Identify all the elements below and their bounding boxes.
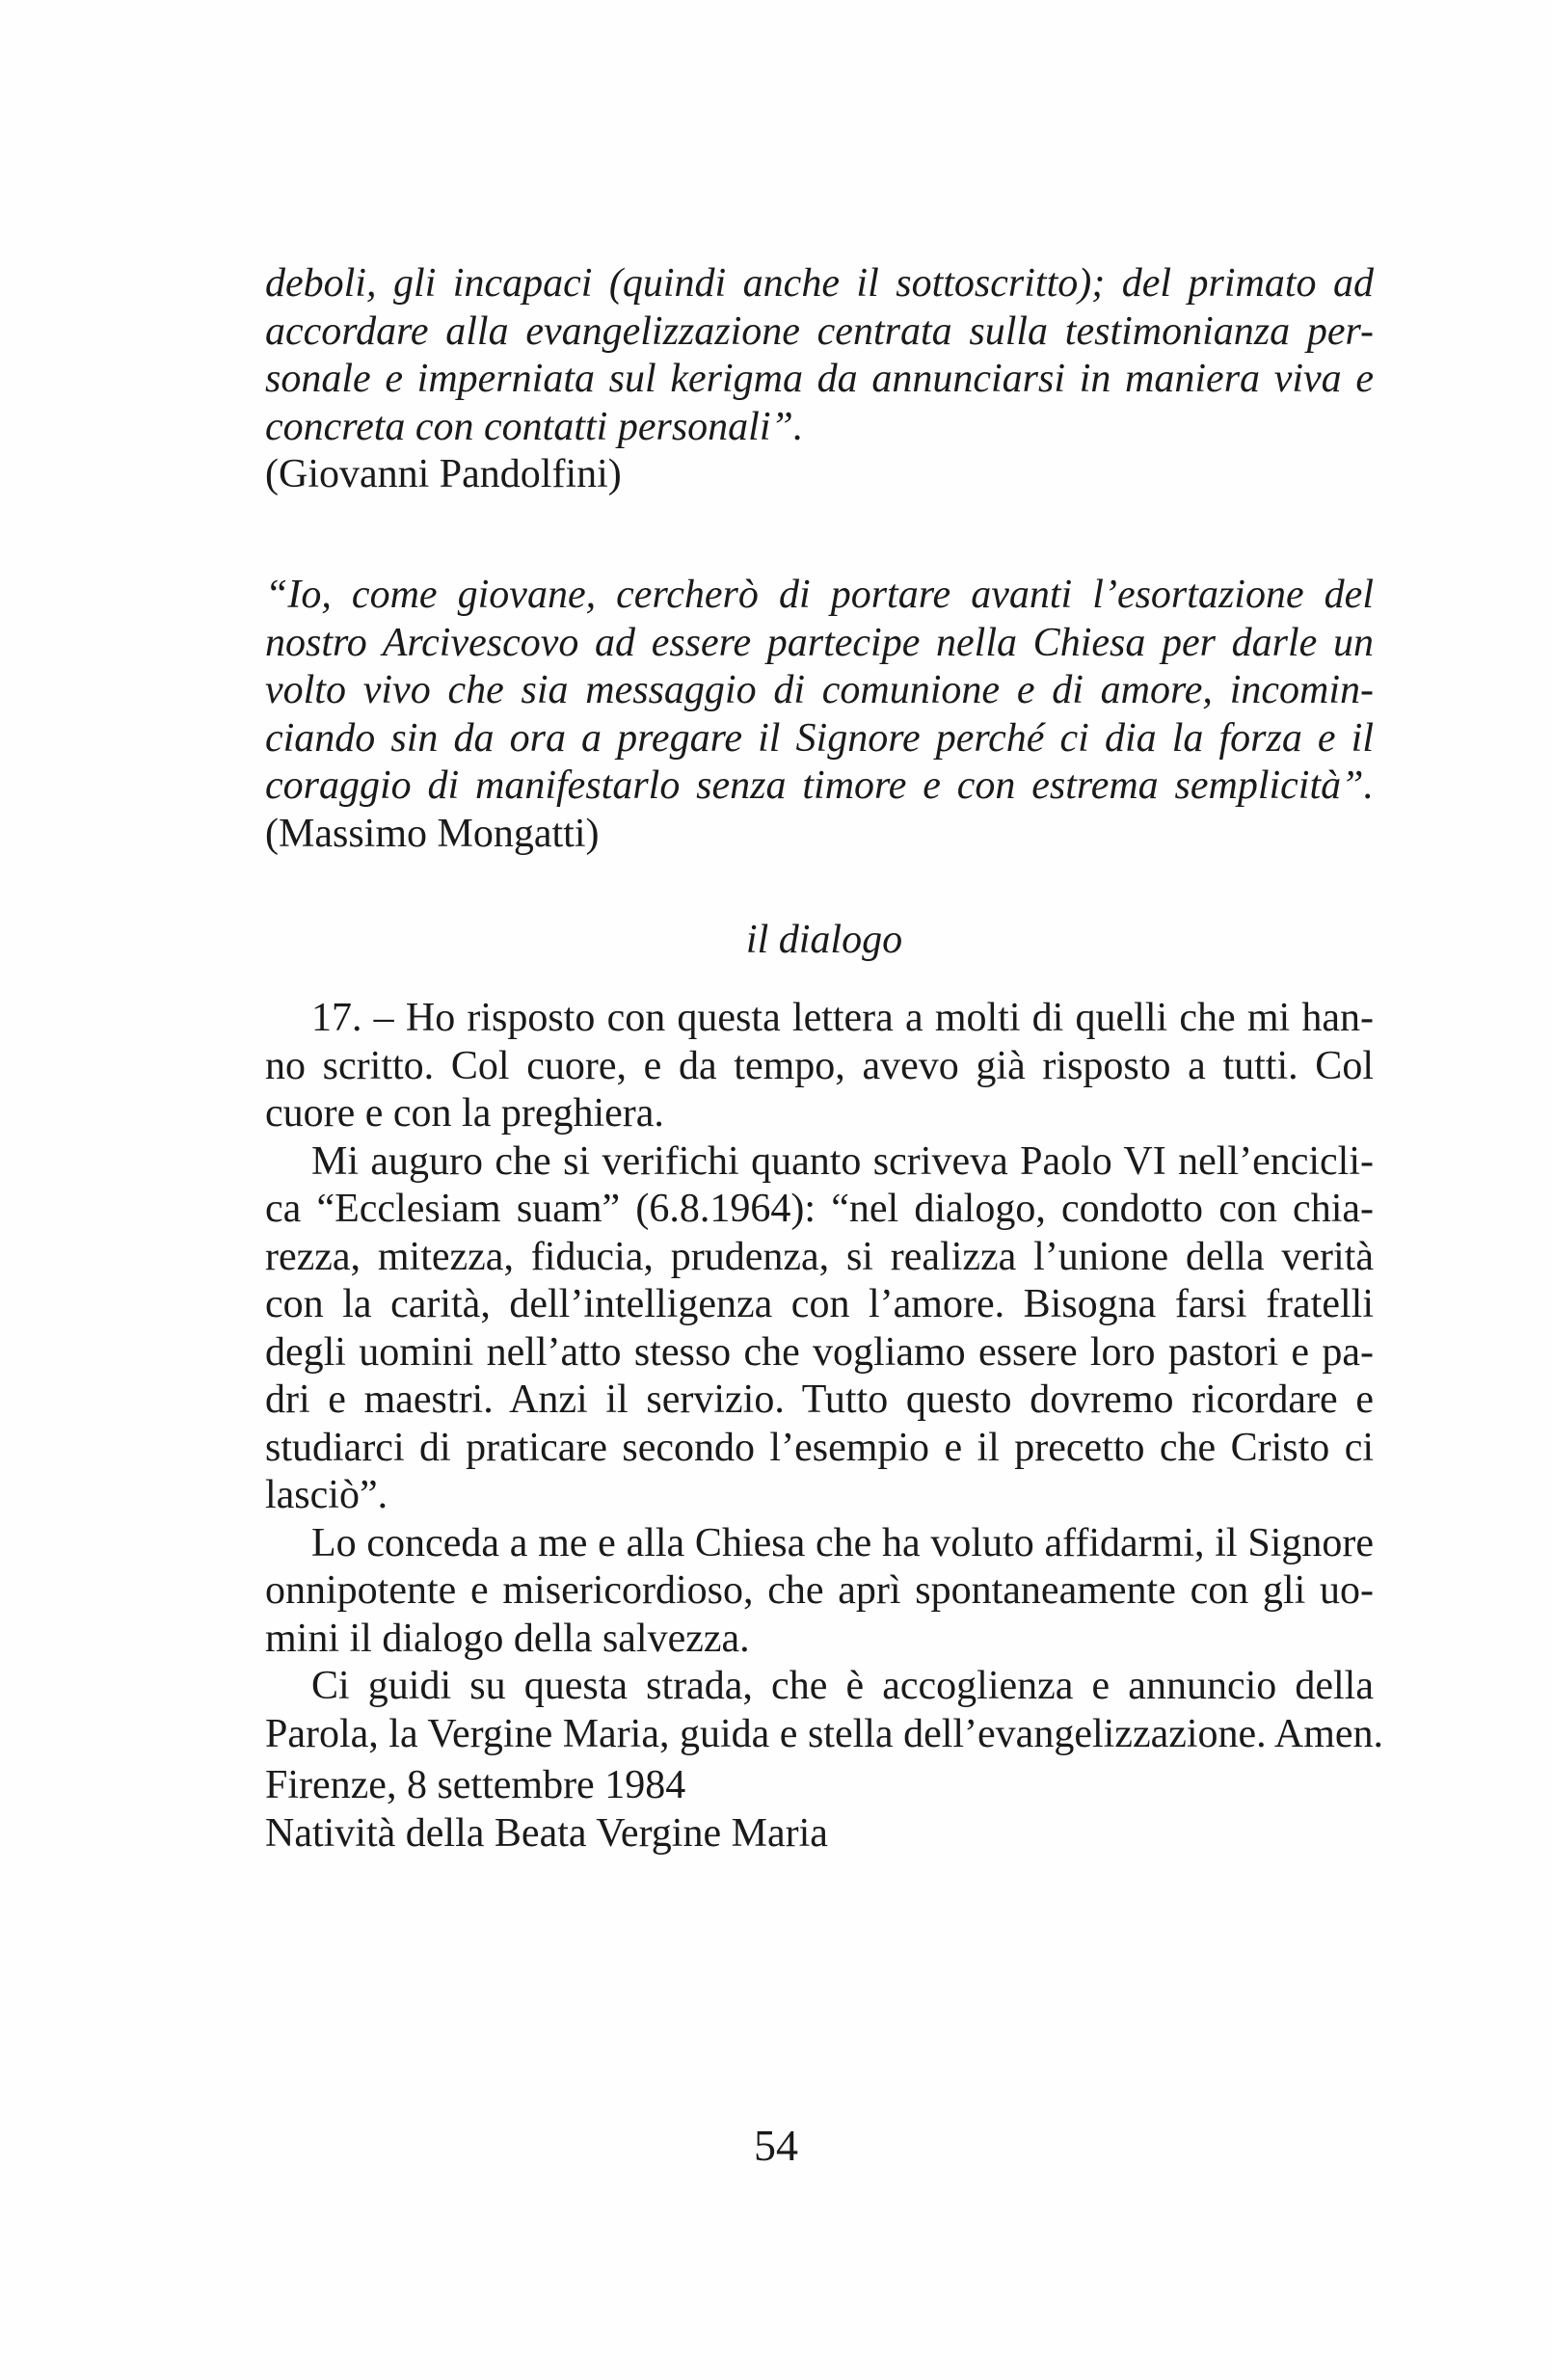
paragraph-line: Mi auguro che si verifichi quanto scriveva Paolo VI nell’encicli-	[311, 1138, 1374, 1184]
paragraph-line: no scritto. Col cuore, e da tempo, avevo già risposto a tutti. Col	[265, 1043, 1374, 1088]
feast-day: Natività della Beata Vergine Maria	[265, 1810, 828, 1856]
quote-line: nostro Arcivescovo ad essere partecipe nella Chiesa per darle un	[265, 620, 1374, 665]
paragraph-line: Parola, la Vergine Maria, guida e stella dell’evangelizzazione. Amen.	[265, 1711, 1384, 1756]
paragraph-line: Lo conceda a me e alla Chiesa che ha voluto affidarmi, il Signore	[311, 1520, 1374, 1565]
paragraph-line: mini il dialogo della salvezza.	[265, 1616, 750, 1661]
closing-dateline	[265, 1762, 1374, 1858]
paragraph-line: Ci guidi su questa strada, che è accoglienza e annuncio della	[311, 1664, 1374, 1708]
paragraph-line: ca “Ecclesiam suam” (6.8.1964): “nel dialogo, condotto con chia-	[265, 1187, 1374, 1231]
quote-author: (Giovanni Pandolfini)	[265, 452, 622, 496]
paragraph-line: rezza, mitezza, fiducia, prudenza, si realizza l’unione della verità	[265, 1234, 1374, 1279]
section-heading: il dialogo	[745, 918, 903, 962]
quote-mongatti	[265, 572, 1374, 858]
paragraph-line: degli uomini nell’atto stesso che vogliamo essere loro pastori e pa-	[265, 1329, 1374, 1375]
quote-author: (Massimo Mongatti)	[265, 811, 600, 856]
quote-line: accordare alla evangelizzazione centrata sulla testimonianza per-	[265, 308, 1374, 354]
paragraph-line: 17. – Ho risposto con questa lettera a molti di quelli che mi han-	[311, 996, 1374, 1040]
paragraph-line: con la carità, dell’intelligenza con l’amore. Bisogna farsi fratelli	[265, 1282, 1374, 1326]
paragraph-line: onnipotente e misericordioso, che aprì spontaneamente con gli uo-	[265, 1568, 1374, 1613]
paragraph-line: lasciò”.	[265, 1473, 388, 1517]
quote-pandolfini	[265, 260, 1374, 499]
paragraph-line: dri e maestri. Anzi il servizio. Tutto questo dovremo ricordare e	[265, 1377, 1374, 1422]
quote-line: concreta con contatti personali”.	[265, 404, 804, 449]
quote-line: ciando sin da ora a pregare il Signore perché ci dia la forza e il	[265, 715, 1374, 761]
quote-line: “Io, come giovane, cercherò di portare avanti l’esortazione del	[265, 573, 1374, 617]
page-number: 54	[754, 2121, 798, 2170]
body-text	[265, 995, 1384, 1758]
place-date: Firenze, 8 settembre 1984	[265, 1763, 686, 1807]
paragraph-line: cuore e con la preghiera.	[265, 1091, 664, 1136]
paragraph-line: studiarci di praticare secondo l’esempio e il precetto che Cristo ci	[265, 1425, 1374, 1470]
quote-line: sonale e imperniata sul kerigma da annunciarsi in maniera viva e	[265, 357, 1374, 401]
quote-line: deboli, gli incapaci (quindi anche il sottoscritto); del primato ad	[265, 261, 1374, 306]
quote-line: coraggio di manifestarlo senza timore e con estrema semplicità”.	[265, 763, 1374, 808]
quote-line: volto vivo che sia messaggio di comunione e di amore, incomin-	[265, 668, 1374, 712]
